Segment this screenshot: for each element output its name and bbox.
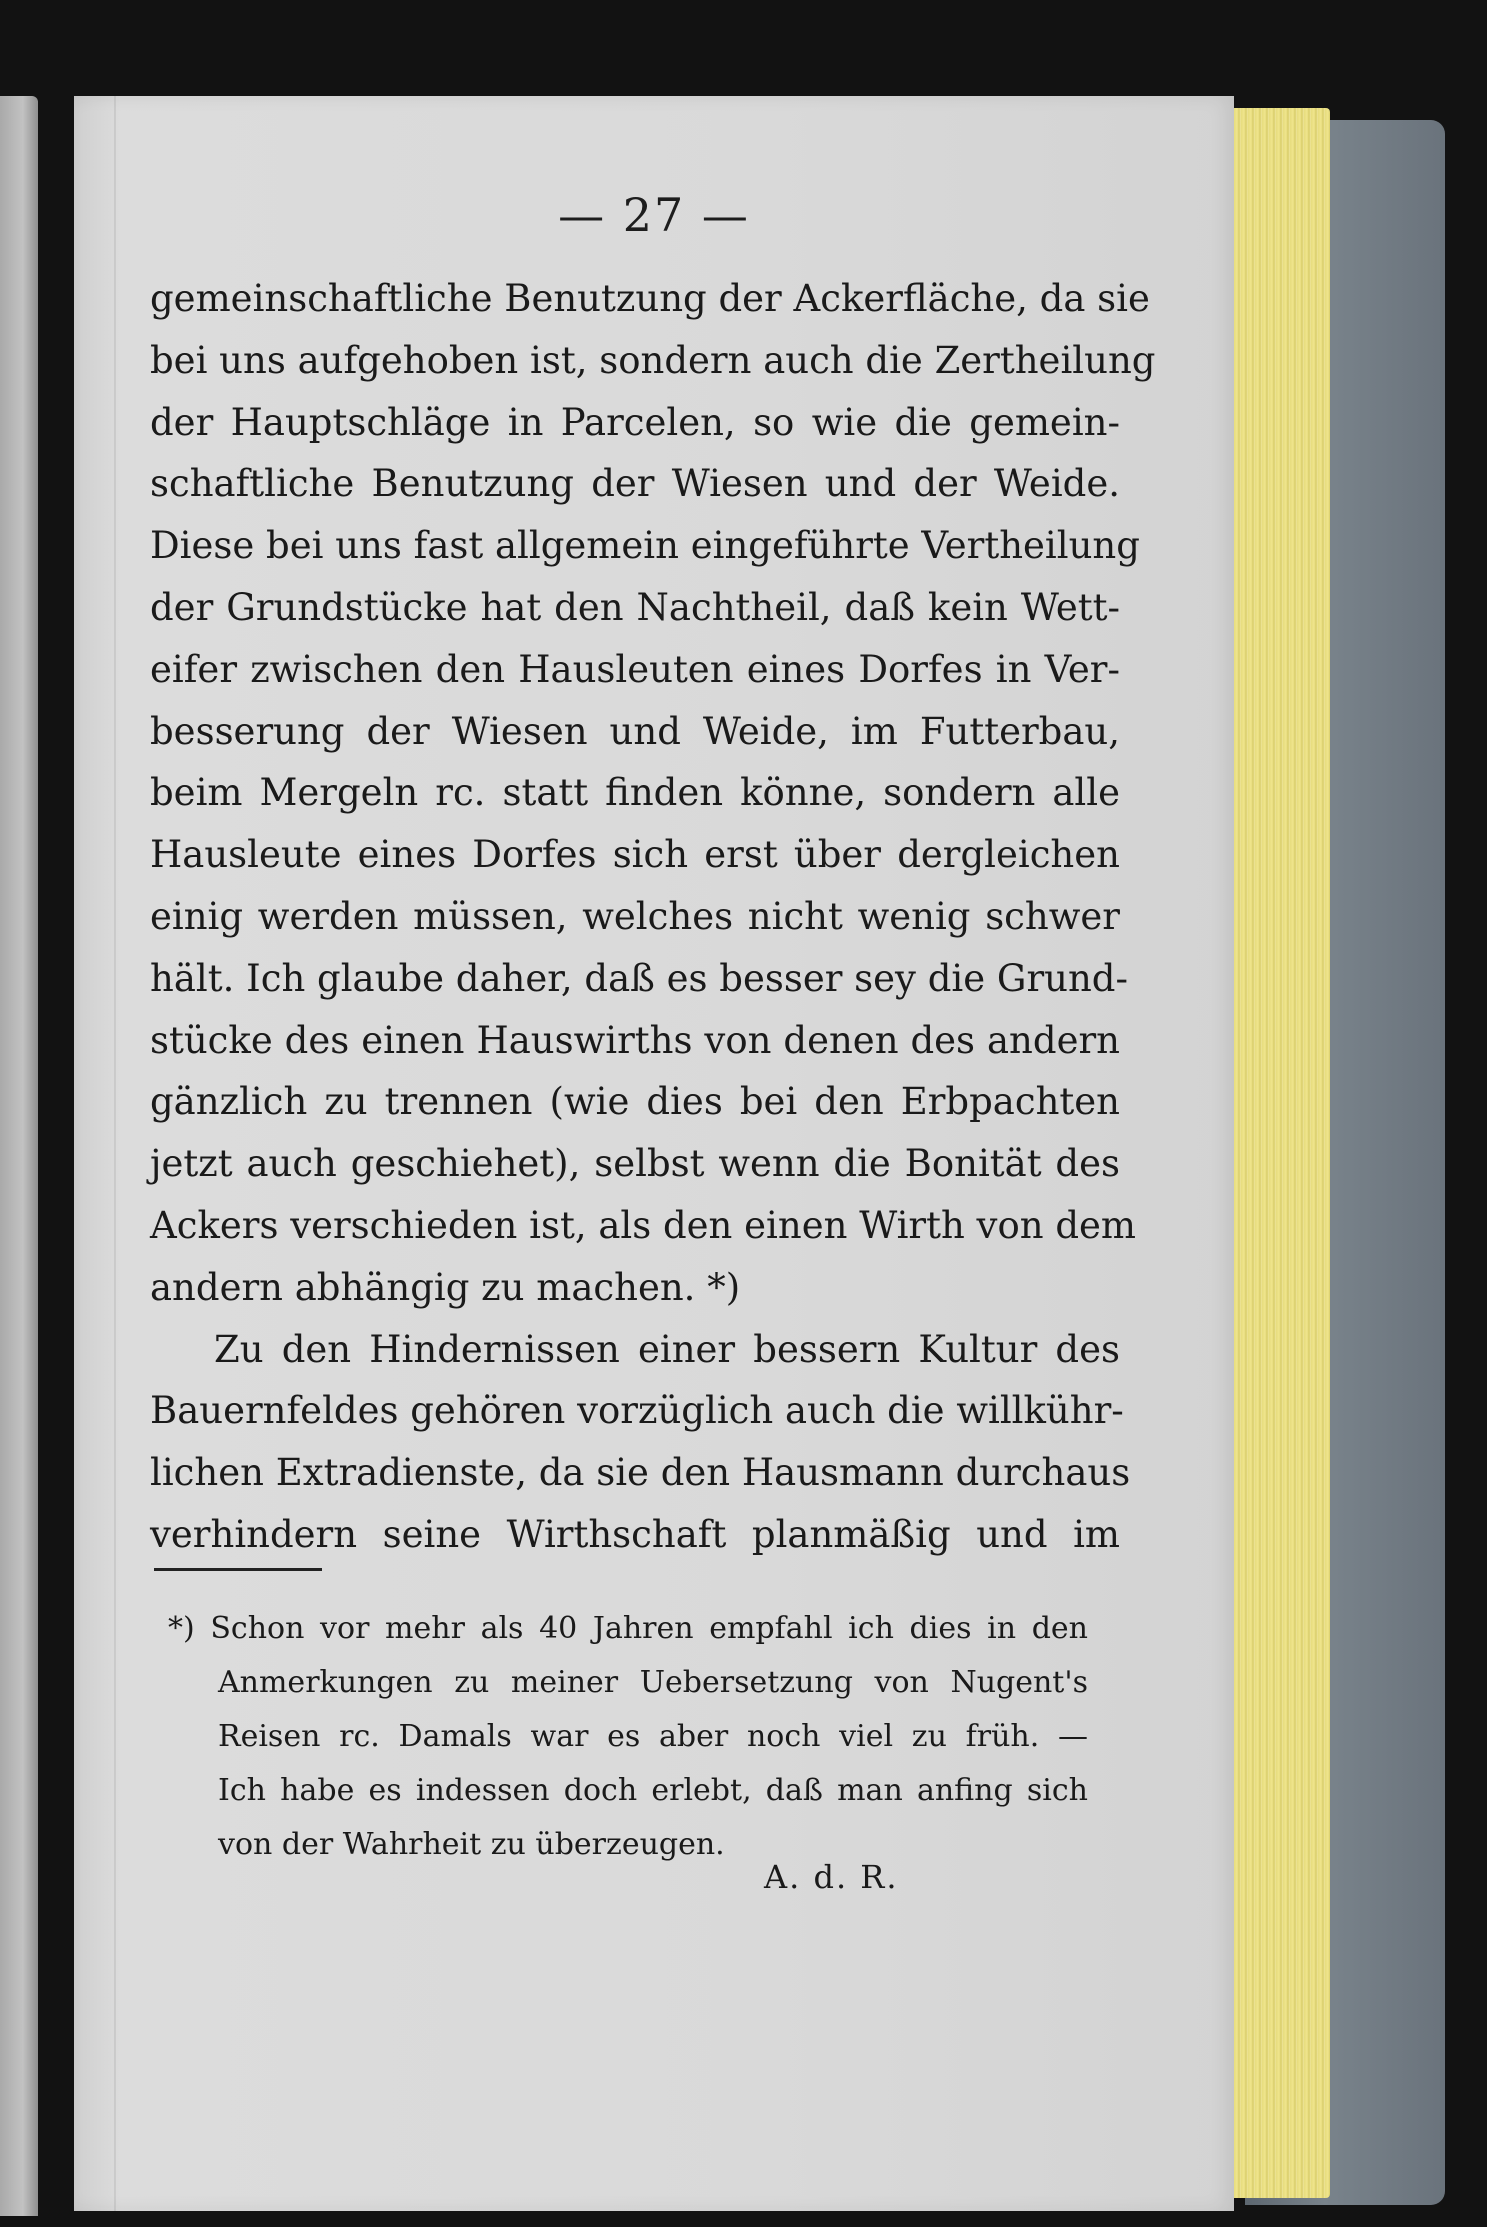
text-line: jetzt auch geschiehet), selbst wenn die Bonität des (150, 1142, 1120, 1186)
text-line: einig werden müssen, welches nicht wenig schwer (150, 894, 1120, 938)
footnote (168, 1602, 1088, 1872)
footnote-line: von der Wahrheit zu überzeugen. (218, 1827, 725, 1862)
facing-page-edge (0, 96, 38, 2216)
body-text (150, 268, 1156, 1566)
text-line: eifer zwischen den Hausleuten eines Dorfes in Ver- (150, 647, 1120, 691)
text-line: Ackers verschieden ist, als den einen Wirth von dem (150, 1203, 1136, 1247)
footnote-line: Ich habe es indessen doch erlebt, daß man anfing sich (218, 1773, 1088, 1808)
text-line: gänzlich zu trennen (wie dies bei den Erbpachten (150, 1080, 1120, 1124)
text-line: beim Mergeln rc. statt finden könne, sondern alle (150, 771, 1120, 815)
page-edges (1220, 108, 1330, 2198)
text-line: bei uns aufgehoben ist, sondern auch die Zertheilung (150, 338, 1156, 382)
footnote-divider (154, 1568, 322, 1571)
text-line: andern abhängig zu machen. *) (150, 1265, 741, 1309)
text-line: Hausleute eines Dorfes sich erst über dergleichen (150, 833, 1120, 877)
gutter-shadow (114, 96, 116, 2211)
text-line: schaftliche Benutzung der Wiesen und der Weide. (150, 462, 1120, 506)
text-line: besserung der Wiesen und Weide, im Futterbau, (150, 709, 1120, 753)
page-number: — 27 — (558, 188, 750, 242)
text-line: stücke des einen Hauswirths von denen des andern (150, 1018, 1120, 1062)
footnote-line: Anmerkungen zu meiner Uebersetzung von Nugent's (218, 1665, 1088, 1700)
text-line: Diese bei uns fast allgemein eingeführte Vertheilung (150, 524, 1140, 568)
text-line: der Grundstücke hat den Nachtheil, daß kein Wett- (150, 585, 1120, 629)
text-line: Bauernfeldes gehören vorzüglich auch die willkühr- (150, 1389, 1124, 1433)
text-line: gemeinschaftliche Benutzung der Ackerfläche, da sie (150, 277, 1150, 320)
text-line: verhindern seine Wirthschaft planmäßig und im (150, 1512, 1120, 1556)
footnote-line: *) Schon vor mehr als 40 Jahren empfahl ich dies in den (168, 1611, 1088, 1646)
text-line: lichen Extradienste, da sie den Hausmann durchaus (150, 1451, 1131, 1495)
footnote-line: Reisen rc. Damals war es aber noch viel zu früh. — (218, 1719, 1088, 1754)
text-line: Zu den Hindernissen einer bessern Kultur des (214, 1327, 1120, 1371)
book-page (74, 96, 1234, 2211)
footnote-signature: A. d. R. (764, 1858, 899, 1896)
text-line: hält. Ich glaube daher, daß es besser sey die Grund- (150, 956, 1128, 1000)
text-line: der Hauptschläge in Parcelen, so wie die gemein- (150, 400, 1120, 444)
